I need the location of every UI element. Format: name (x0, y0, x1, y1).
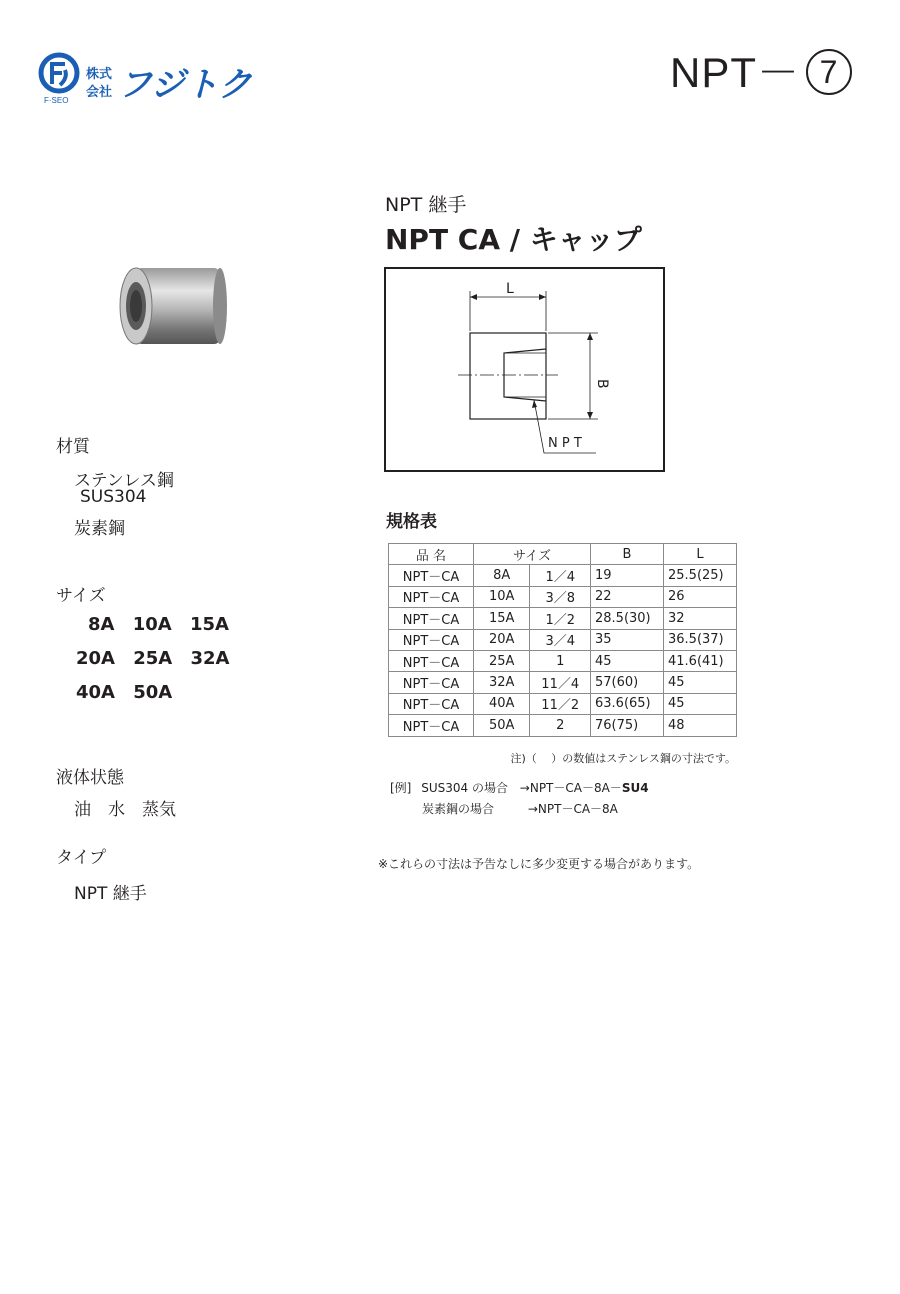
dimension-B-label: B (594, 379, 610, 389)
cell-size-inch: 3／8 (530, 586, 591, 607)
cell-size-inch: 3／4 (530, 629, 591, 650)
sizes-row-2: 20A 25A 32A (76, 648, 230, 669)
cell-name: NPT－CA (389, 672, 474, 693)
col-header-L: L (664, 544, 737, 565)
cell-L: 36.5(37) (664, 629, 737, 650)
fujitoku-logo-icon (38, 52, 278, 108)
logo-text-top: 株式 (86, 67, 113, 82)
cap-drawing (386, 269, 663, 470)
cell-B: 28.5(30) (591, 608, 664, 629)
cell-size-a: 10A (474, 586, 530, 607)
cell-size-a: 25A (474, 650, 530, 671)
cell-L: 45 (664, 672, 737, 693)
cap-fitting-image (118, 262, 228, 352)
cell-name: NPT－CA (389, 715, 474, 736)
cell-L: 48 (664, 715, 737, 736)
col-header-size: サイズ (474, 544, 591, 565)
cell-name: NPT－CA (389, 608, 474, 629)
cell-name: NPT－CA (389, 565, 474, 586)
example-label-2: 炭素鋼の場合 (422, 802, 495, 816)
example-code-1: →NPT－CA－8A－ (519, 781, 622, 795)
material-stainless: ステンレス鋼 (74, 471, 174, 491)
example-line-1 (390, 779, 649, 796)
cell-size-inch: 1 (530, 650, 591, 671)
cell-size-a: 32A (474, 672, 530, 693)
example-suffix-1: SU4 (621, 781, 649, 795)
cell-size-a: 20A (474, 629, 530, 650)
cell-L: 32 (664, 608, 737, 629)
spec-table (388, 543, 737, 737)
page-code (670, 40, 852, 100)
table-row (389, 586, 737, 607)
material-carbon: 炭素鋼 (74, 519, 125, 539)
example-code-2: →NPT－CA－8A (527, 802, 618, 816)
cell-size-inch: 1／4 (530, 565, 591, 586)
dimension-diagram (384, 267, 665, 472)
logo-sub: F·SEO (44, 96, 69, 105)
type-label: タイプ (56, 848, 107, 868)
product-photo (118, 262, 228, 352)
table-note: 注)（ ）の数値はステンレス鋼の寸法です。 (510, 752, 736, 765)
example-line-2 (422, 800, 618, 817)
cell-name: NPT－CA (389, 650, 474, 671)
cell-name: NPT－CA (389, 586, 474, 607)
thread-label: N P T (548, 436, 582, 451)
page-number-circle: 7 (806, 49, 852, 95)
table-row (389, 693, 737, 714)
example-label-1: SUS304 の場合 (421, 781, 508, 795)
cell-size-inch: 11／2 (530, 693, 591, 714)
material-label: 材質 (56, 437, 90, 457)
cell-B: 76(75) (591, 715, 664, 736)
table-row (389, 672, 737, 693)
table-row (389, 565, 737, 586)
cell-size-a: 15A (474, 608, 530, 629)
sizes-row-1: 8A 10A 15A (88, 614, 229, 635)
cell-size-a: 50A (474, 715, 530, 736)
table-row (389, 650, 737, 671)
cell-B: 57(60) (591, 672, 664, 693)
material-grade: SUS304 (80, 487, 147, 507)
cell-B: 35 (591, 629, 664, 650)
cell-size-inch: 1／2 (530, 608, 591, 629)
cell-L: 41.6(41) (664, 650, 737, 671)
type-value: NPT 継手 (74, 884, 147, 904)
table-header-row (389, 544, 737, 565)
table-row (389, 629, 737, 650)
cell-size-inch: 11／4 (530, 672, 591, 693)
disclaimer: ※これらの寸法は予告なしに多少変更する場合があります。 (378, 857, 700, 871)
company-logo (38, 52, 278, 108)
cell-L: 26 (664, 586, 737, 607)
example-bracket: [例] (390, 781, 412, 795)
table-row (389, 715, 737, 736)
page-code-prefix: NPT－ (669, 49, 800, 96)
cell-B: 19 (591, 565, 664, 586)
spec-table-heading: 規格表 (386, 512, 437, 532)
col-header-B: B (591, 544, 664, 565)
sizes-row-3: 40A 50A (76, 682, 173, 703)
cell-size-inch: 2 (530, 715, 591, 736)
product-title: NPT CA / キャップ (385, 223, 642, 256)
fluid-label: 液体状態 (56, 768, 124, 788)
fluid-values: 油 水 蒸気 (74, 800, 176, 820)
size-label: サイズ (56, 586, 106, 606)
cell-size-a: 40A (474, 693, 530, 714)
col-header-name: 品 名 (389, 544, 474, 565)
logo-brand: フジトク (118, 65, 252, 105)
product-category: NPT 継手 (385, 194, 467, 216)
cell-name: NPT－CA (389, 693, 474, 714)
cell-B: 45 (591, 650, 664, 671)
cell-name: NPT－CA (389, 629, 474, 650)
cell-L: 45 (664, 693, 737, 714)
cell-size-a: 8A (474, 565, 530, 586)
cell-L: 25.5(25) (664, 565, 737, 586)
logo-text-bottom: 会社 (86, 85, 113, 100)
dimension-L-label: L (506, 281, 514, 297)
cell-B: 63.6(65) (591, 693, 664, 714)
cell-B: 22 (591, 586, 664, 607)
table-row (389, 608, 737, 629)
